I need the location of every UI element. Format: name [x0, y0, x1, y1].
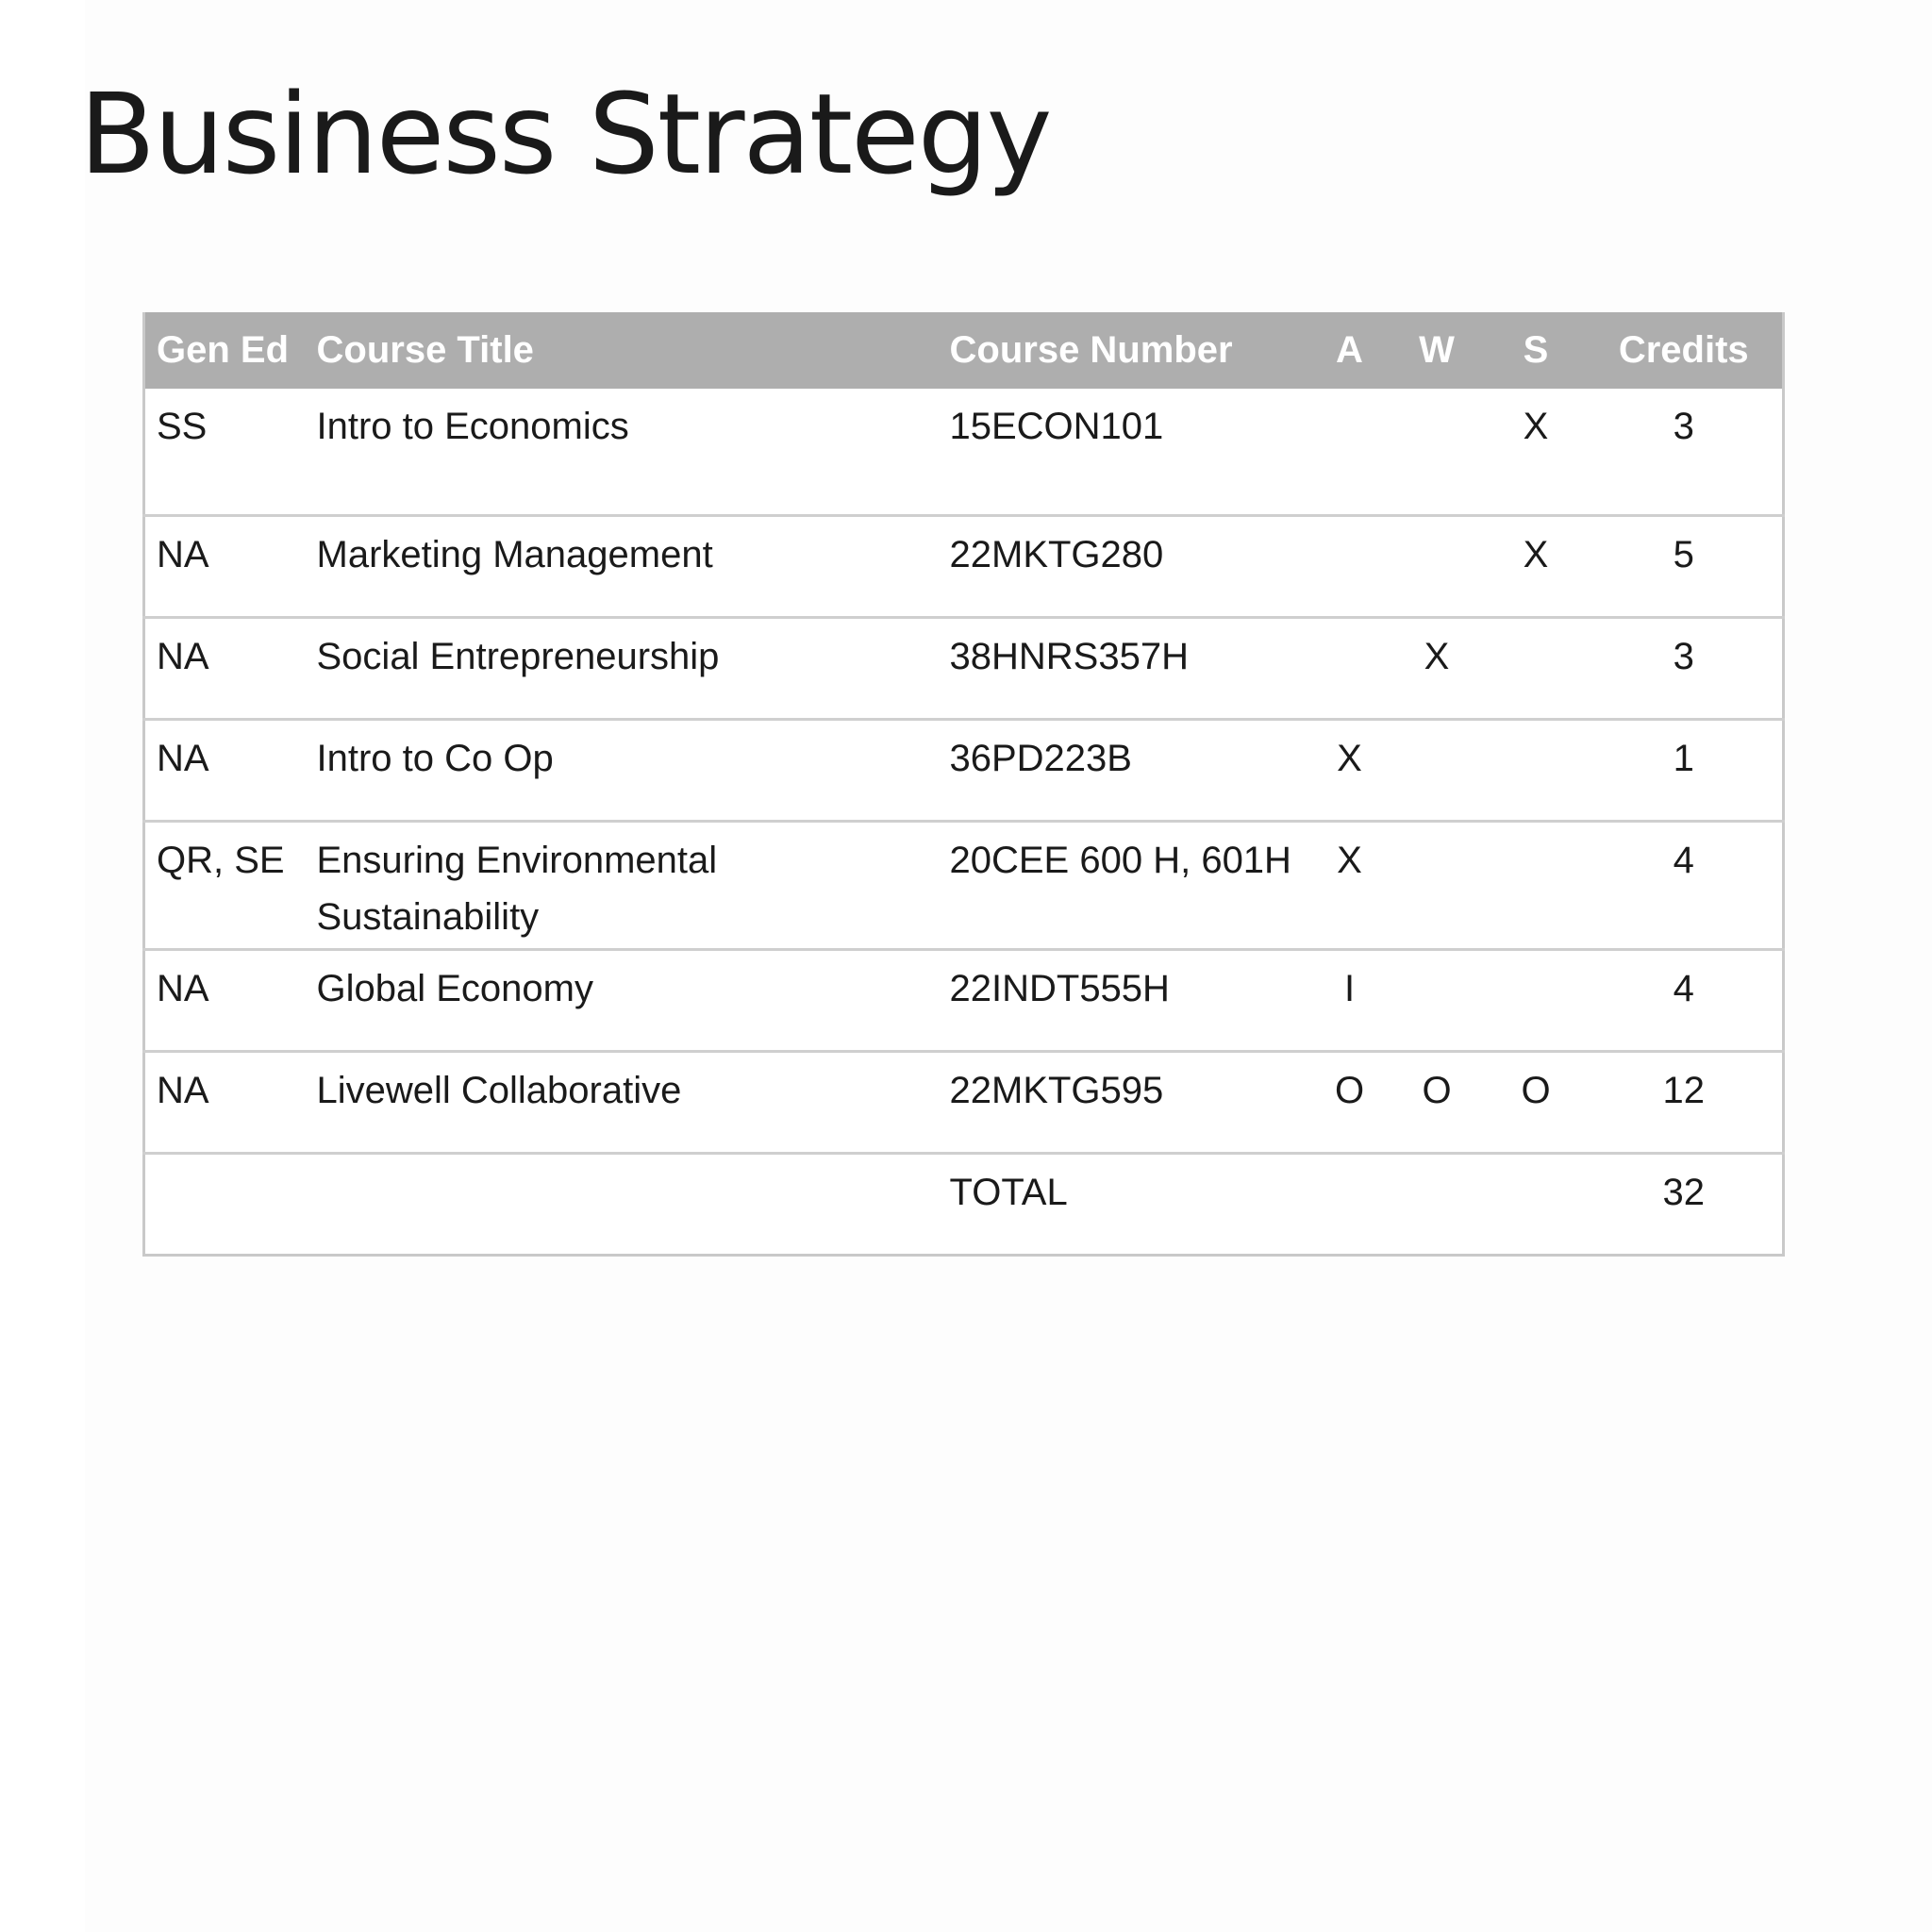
cell-a — [1312, 389, 1388, 515]
cell-s — [1487, 949, 1586, 1051]
cell-course-number: 36PD223B — [939, 719, 1312, 821]
cell-gen-ed: NA — [144, 515, 306, 617]
cell-w — [1388, 1153, 1487, 1255]
cell-gen-ed: NA — [144, 719, 306, 821]
cell-course-title: Intro to Economics — [316, 406, 629, 447]
header-credits: Credits — [1618, 329, 1749, 371]
header-w: W — [1419, 329, 1455, 371]
table-row — [144, 949, 1784, 1051]
cell-course-title: Global Economy — [306, 949, 939, 1051]
table-header-row — [144, 312, 1784, 389]
cell-a: X — [1312, 719, 1388, 821]
table-row — [144, 617, 1784, 719]
cell-s — [1487, 719, 1586, 821]
table-row — [144, 389, 1784, 515]
cell-credits: 4 — [1586, 949, 1784, 1051]
cell-w — [1388, 389, 1487, 515]
cell-gen-ed — [144, 1153, 306, 1255]
cell-a: X — [1312, 821, 1388, 949]
total-credits: 32 — [1586, 1153, 1784, 1255]
cell-course-title: Social Entrepreneurship — [306, 617, 939, 719]
cell-s — [1487, 821, 1586, 949]
cell-a — [1312, 515, 1388, 617]
cell-a: O — [1312, 1051, 1388, 1153]
cell-w — [1388, 949, 1487, 1051]
cell-course-number: 22INDT555H — [939, 949, 1312, 1051]
header-s: S — [1523, 329, 1549, 371]
cell-w — [1388, 821, 1487, 949]
cell-course-number: 22MKTG595 — [939, 1051, 1312, 1153]
cell-course-title: Livewell Collaborative — [306, 1051, 939, 1153]
header-course-number: Course Number — [949, 329, 1233, 371]
table-row — [144, 719, 1784, 821]
cell-credits: 5 — [1586, 515, 1784, 617]
cell-s: X — [1523, 406, 1549, 447]
header-a: A — [1336, 329, 1363, 371]
cell-course-number: 38HNRS357H — [939, 617, 1312, 719]
cell-gen-ed: NA — [144, 949, 306, 1051]
cell-course-number: 15ECON101 — [949, 406, 1164, 447]
cell-course-title: Marketing Management — [306, 515, 939, 617]
cell-s — [1487, 617, 1586, 719]
table-row — [144, 1051, 1784, 1153]
cell-credits: 12 — [1586, 1051, 1784, 1153]
cell-credits: 3 — [1586, 617, 1784, 719]
cell-course-title — [306, 1153, 939, 1255]
cell-s: O — [1487, 1051, 1586, 1153]
header-gen-ed: Gen Ed — [157, 329, 290, 371]
cell-course-title: Intro to Co Op — [306, 719, 939, 821]
page-title: Business Strategy — [79, 69, 1051, 199]
cell-gen-ed: NA — [144, 617, 306, 719]
table-row — [144, 515, 1784, 617]
cell-gen-ed: QR, SE — [144, 821, 306, 949]
cell-w: O — [1388, 1051, 1487, 1153]
cell-course-number: 20CEE 600 H, 601H — [939, 821, 1312, 949]
cell-gen-ed: SS — [157, 406, 208, 447]
cell-s — [1487, 1153, 1586, 1255]
cell-w — [1388, 719, 1487, 821]
cell-course-title: Ensuring Environmental Sustainability — [306, 821, 939, 949]
cell-w — [1388, 515, 1487, 617]
total-label: TOTAL — [939, 1153, 1312, 1255]
cell-s: X — [1487, 515, 1586, 617]
course-table — [142, 312, 1785, 1257]
cell-w: X — [1388, 617, 1487, 719]
cell-credits: 3 — [1673, 406, 1694, 447]
cell-a — [1312, 1153, 1388, 1255]
cell-gen-ed: NA — [144, 1051, 306, 1153]
cell-a — [1312, 617, 1388, 719]
cell-a: I — [1312, 949, 1388, 1051]
table-row — [144, 821, 1784, 949]
cell-course-number: 22MKTG280 — [939, 515, 1312, 617]
table-total-row — [144, 1153, 1784, 1255]
cell-credits: 4 — [1586, 821, 1784, 949]
cell-credits: 1 — [1586, 719, 1784, 821]
header-course-title: Course Title — [316, 329, 534, 371]
